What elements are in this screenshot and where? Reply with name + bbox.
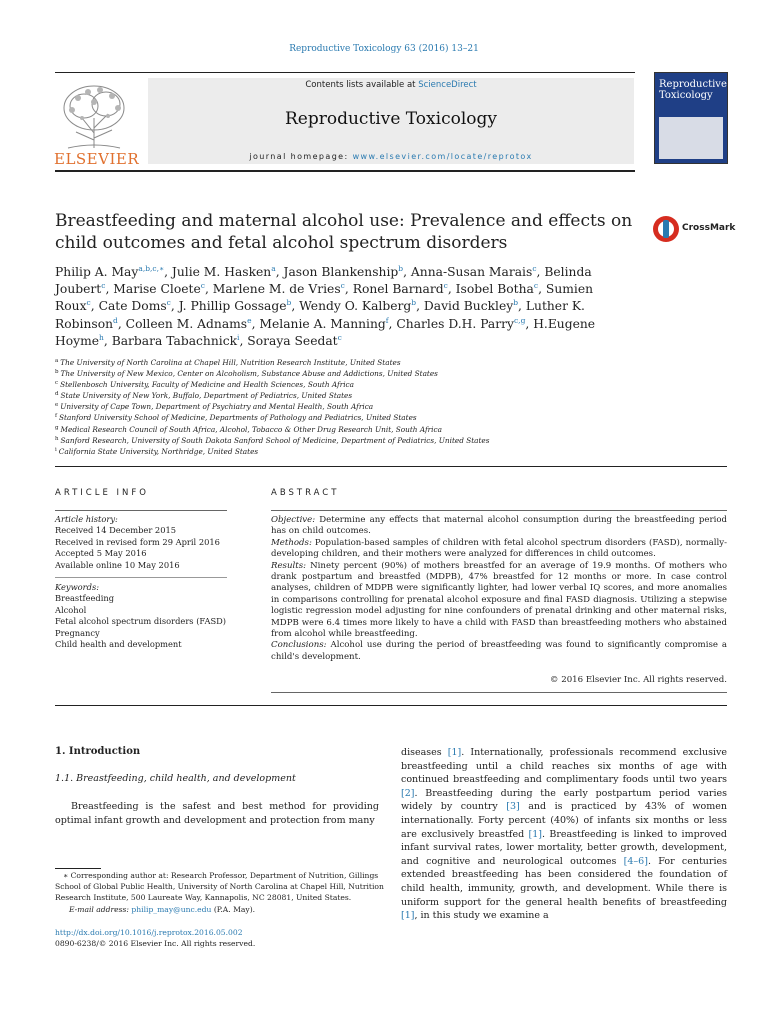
- affiliation-text: Medical Research Council of South Africa, Alcohol, Tobacco & Other Drug Research Unit, South Africa: [60, 424, 442, 434]
- affiliation: [55, 357, 655, 368]
- affiliation-text: California State University, Northridge, United States: [58, 446, 259, 456]
- article-info-heading: ARTICLE INFO: [55, 488, 149, 498]
- citation-link[interactable]: [2]: [401, 787, 415, 799]
- author-name: J. Phillip Gossage: [178, 299, 287, 314]
- article-info-rule: [55, 510, 227, 511]
- author-affiliation-link[interactable]: h: [99, 332, 104, 342]
- right-column-text: [401, 746, 727, 923]
- author-affiliation-link[interactable]: e: [247, 315, 252, 325]
- affiliation-text: State University of New York, Buffalo, Department of Pediatrics, United States: [60, 391, 353, 401]
- author-affiliation-link[interactable]: b: [398, 264, 404, 273]
- abstract-section-label: Results:: [271, 560, 307, 571]
- keyword: Breastfeeding: [55, 593, 115, 604]
- author-name: Ronel Barnard: [352, 282, 444, 297]
- journal-cover-thumbnail[interactable]: [654, 72, 728, 164]
- author-affiliation-link[interactable]: c: [340, 281, 345, 291]
- history-item: Available online 10 May 2016: [55, 559, 180, 570]
- header-rule-bottom: [55, 170, 635, 172]
- author-name: Sumien Roux: [55, 282, 594, 314]
- abstract-section: [271, 640, 727, 663]
- author-name: Marlene M. de Vries: [212, 282, 341, 297]
- affiliation-key: f: [55, 413, 58, 420]
- citation-link[interactable]: [3]: [506, 801, 520, 813]
- journal-name: Reproductive Toxicology: [285, 109, 497, 129]
- history-label: Article history:: [55, 514, 118, 524]
- cover-title: Reproductive Toxicology: [659, 79, 727, 101]
- sciencedirect-link[interactable]: ScienceDirect: [418, 80, 477, 90]
- author-affiliation-link[interactable]: c: [337, 332, 342, 342]
- affiliation-text: University of Cape Town, Department of Psychiatry and Mental Health, South Africa: [60, 402, 374, 412]
- abstract-section-label: Conclusions:: [271, 640, 327, 651]
- affiliation: [55, 424, 655, 435]
- citation-link[interactable]: [1]: [447, 747, 462, 758]
- affiliation: [55, 412, 655, 423]
- author-name: Charles D.H. Parry: [396, 316, 514, 331]
- abstract-rule: [271, 510, 727, 511]
- affiliation-key: e: [55, 402, 59, 409]
- affiliation-key: c: [55, 380, 59, 387]
- affiliation: [55, 379, 655, 390]
- affiliation-text: Stanford University School of Medicine, Departments of Pathology and Pediatrics, United States: [59, 413, 417, 423]
- email-suffix: (P.A. May).: [213, 904, 256, 914]
- author-affiliation-link[interactable]: i: [237, 332, 240, 342]
- abstract-section-text: Ninety percent (90%) of mothers breastfed for an average of 19.9 months. Of mothers who drank postpartum and breastfed (MDPB), 47% breastfed for 12 months or more. In case control analyses, children of MDPB were significantly lighter, had lower verbal IQ scores, and more anomalies in comparisons controlling for prenatal alcohol exposure and final FASD diagnosis. Utilizing a stepwise logistic regression model adjusting for nine confounders of prenatal drinking and other maternal risks, MDPB were 6.4 times more likely to have a child with FASD than breastfeeding mothers who abstained from alcohol while breastfeeding.: [271, 560, 727, 640]
- doi-link[interactable]: http://dx.doi.org/10.1016/j.reprotox.2016.05.002: [55, 928, 243, 937]
- history-item: Accepted 5 May 2016: [55, 548, 147, 559]
- journal-homepage-link[interactable]: www.elsevier.com/locate/reprotox: [352, 152, 533, 161]
- affiliation-key: b: [55, 369, 59, 376]
- footnote-text: Corresponding author at: Research Professor, Department of Nutrition, Gillings School of Global Public Health, University of North Carolina at Chapel Hill, Nutrition Research Institute, 500 Laureate Way, Kannapolis, NC 28081, United States.: [55, 871, 384, 903]
- abstract-copyright: © 2016 Elsevier Inc. All rights reserved.: [549, 675, 727, 685]
- abstract-section: [271, 515, 727, 538]
- affiliation-text: Stellenbosch University, Faculty of Medicine and Health Sciences, South Africa: [60, 380, 354, 390]
- affiliation-key: h: [55, 435, 59, 442]
- author-name: Colleen M. Adnams: [125, 316, 248, 331]
- author-name: Isobel Botha: [455, 282, 534, 297]
- abstract-heading: ABSTRACT: [271, 488, 340, 498]
- author-name: Anna-Susan Marais: [410, 265, 533, 279]
- affiliation-text: Sanford Research, University of South Dakota Sanford School of Medicine, Department of Pediatrics, United States: [60, 435, 490, 445]
- abstract-section-text: Alcohol use during the period of breastfeeding was found to significantly compromise a child's development.: [271, 640, 727, 662]
- keywords-label: Keywords:: [55, 582, 100, 592]
- abstract-section-text: Population-based samples of children with fetal alcohol spectrum disorders (FASD), normally-developing children, and their mothers were analyzed for differences in child outcomes.: [271, 537, 727, 560]
- author-name: David Buckley: [423, 299, 514, 314]
- body-text: . Internationally, professionals recommend exclusive breastfeeding until a child reaches six months of age with continued breastfeeding and complimentary foods until two years: [401, 747, 727, 786]
- contents-line: Contents lists available at ScienceDirect: [305, 80, 477, 90]
- keywords-rule: [55, 577, 227, 578]
- author-affiliation-link[interactable]: a,b,c,∗: [138, 264, 165, 273]
- author-name: Cate Doms: [98, 299, 167, 314]
- body-text: . Breastfeeding is linked to improved infant survival rates, lower mortality, better growth, development, and cognitive and neurological outcomes: [401, 828, 727, 867]
- footnote-rule: [55, 868, 101, 869]
- subsection-heading: 1.1. Breastfeeding, child health, and development: [55, 773, 296, 784]
- affiliation: [55, 446, 655, 457]
- abstract-rule-bottom: [271, 692, 727, 693]
- affiliation-key: d: [55, 391, 59, 398]
- header-rule-top: [55, 72, 635, 73]
- history-item: Received in revised form 29 April 2016: [55, 536, 220, 547]
- publisher-wordmark: ELSEVIER: [54, 150, 140, 168]
- author-affiliation-link[interactable]: c: [443, 281, 448, 291]
- citation-link[interactable]: [1]: [401, 910, 415, 922]
- affiliation-text: The University of New Mexico, Center on Alcoholism, Substance Abuse and Addictions, United States: [60, 369, 438, 379]
- abstract-section-label: Objective:: [271, 515, 316, 525]
- affiliation: [55, 368, 655, 379]
- footnote-marker: ∗: [63, 871, 69, 880]
- author-email-link[interactable]: philip_may@unc.edu: [131, 904, 212, 914]
- keyword: Alcohol: [55, 604, 87, 615]
- abstract-section: [271, 538, 727, 561]
- author-affiliation-link[interactable]: c: [166, 298, 171, 308]
- body-text: , in this study we examine a: [414, 910, 549, 922]
- author-affiliation-link[interactable]: c: [101, 281, 106, 291]
- author-affiliation-link[interactable]: c: [532, 264, 537, 273]
- author-affiliation-link[interactable]: c: [86, 298, 91, 308]
- citation-link[interactable]: [1]: [528, 828, 542, 840]
- history-item: Received 14 December 2015: [55, 525, 177, 536]
- article-title: Breastfeeding and maternal alcohol use: Prevalence and effects on child outcomes and fetal alcohol spectrum disorders: [55, 211, 633, 253]
- affiliation: [55, 390, 655, 401]
- affiliation-key: a: [55, 358, 59, 364]
- author-affiliation-link[interactable]: c: [200, 281, 205, 291]
- author-name: Luther K. Robinson: [55, 299, 585, 331]
- section-heading-introduction: 1. Introduction: [55, 746, 141, 757]
- body-text: . Breastfeeding during the early postpartum period varies widely by country: [401, 787, 727, 813]
- abstract-section-label: Methods:: [271, 537, 312, 548]
- keyword: Fetal alcohol spectrum disorders (FASD): [55, 616, 227, 627]
- affiliation: [55, 435, 655, 446]
- author-affiliation-link[interactable]: b: [411, 298, 417, 308]
- corresponding-author-footnote: [55, 870, 385, 915]
- affiliation-key: g: [55, 424, 59, 431]
- author-name: Julie M. Hasken: [171, 265, 272, 279]
- author-affiliation-link[interactable]: c: [533, 281, 539, 291]
- author-affiliation-link[interactable]: f: [385, 315, 389, 325]
- affiliation: [55, 401, 655, 412]
- author-affiliation-link[interactable]: c,g: [513, 315, 526, 325]
- author-name: Wendy O. Kalberg: [299, 299, 412, 314]
- author-name: Philip A. May: [55, 265, 139, 279]
- cover-image: [659, 117, 723, 159]
- author-affiliation-link[interactable]: b: [513, 298, 519, 308]
- author-name: Barbara Tabachnick: [111, 333, 238, 348]
- intro-paragraph: Breastfeeding is the safest and best method for providing optimal infant growth and development and protection from many: [55, 801, 379, 826]
- abstract-body: [271, 515, 727, 663]
- author-name: Belinda Joubert: [55, 265, 592, 297]
- author-name: Soraya Seedat: [247, 333, 338, 348]
- journal-reference-link[interactable]: Reproductive Toxicology 63 (2016) 13–21: [289, 44, 479, 54]
- abstract-section: [271, 561, 727, 641]
- author-name: H.Eugene Hoyme: [55, 316, 596, 348]
- issn-line: 0890-6238/© 2016 Elsevier Inc. All rights reserved.: [55, 939, 256, 949]
- abstract-section-text: Determine any effects that maternal alcohol consumption during the breastfeeding period has on child outcomes.: [271, 515, 727, 537]
- keywords-block: [55, 582, 255, 650]
- author-name: Marise Cloete: [113, 282, 201, 297]
- email-label: E-mail address:: [69, 904, 129, 914]
- article-history: [55, 514, 255, 571]
- section-rule: [55, 466, 727, 467]
- body-text: and is practiced by 43% of women internationally. Forty percent (40%) of infants six months or less are exclusively breastfed: [401, 801, 727, 840]
- author-name: Melanie A. Manning: [259, 316, 386, 331]
- keyword: Pregnancy: [55, 627, 100, 638]
- homepage-line: journal homepage: www.elsevier.com/locate/reprotox: [249, 152, 533, 161]
- author-name: Jason Blankenship: [283, 265, 399, 279]
- author-affiliation-link[interactable]: d: [113, 315, 118, 325]
- keyword: Child health and development: [55, 639, 182, 650]
- author-list: Philip A. May$^{a,b,c,∗}$, Julie M. Hasken$^a$, Jason Blankenship$^b$, Anna-Susan Marais$^c$, Belinda Joubert$^c$, Marise Cloete$^c$, Marlene M. de Vries$^c$, Ronel Barnard$^c$, Isobel Botha$^c$, Sumien Roux$^c$, Cate Doms$^c$, J. Phillip Gossage$^b$, Wendy O. Kalberg$^b$, David Buckley$^b$, Luther K. Robinson$^d$, Colleen M. Adnams$^e$, Melanie A. Manning$^f$, Charles D.H. Parry$^{c,g}$, H.Eugene Hoyme$^h$, Barbara Tabachnick$^i$, Soraya Seedat$^c$: [55, 264, 596, 348]
- doi-block: [55, 927, 385, 949]
- author-affiliation-link[interactable]: b: [286, 298, 292, 308]
- citation-link[interactable]: [4–6]: [623, 855, 648, 867]
- section-rule-2: [55, 705, 727, 706]
- affiliation-key: i: [55, 446, 57, 453]
- affiliation-text: The University of North Carolina at Chapel Hill, Nutrition Research Institute, United States: [60, 358, 401, 367]
- author-affiliation-link[interactable]: a: [271, 264, 276, 273]
- body-text: . For centuries extended breastfeeding has been considered the foundation of child health, immunity, growth, and development. While there is uniform support for the general health benefits of breastfeeding: [401, 855, 728, 908]
- body-text: diseases: [401, 747, 448, 758]
- crossmark-label[interactable]: CrossMark: [682, 223, 736, 233]
- affiliation-list: [55, 357, 655, 457]
